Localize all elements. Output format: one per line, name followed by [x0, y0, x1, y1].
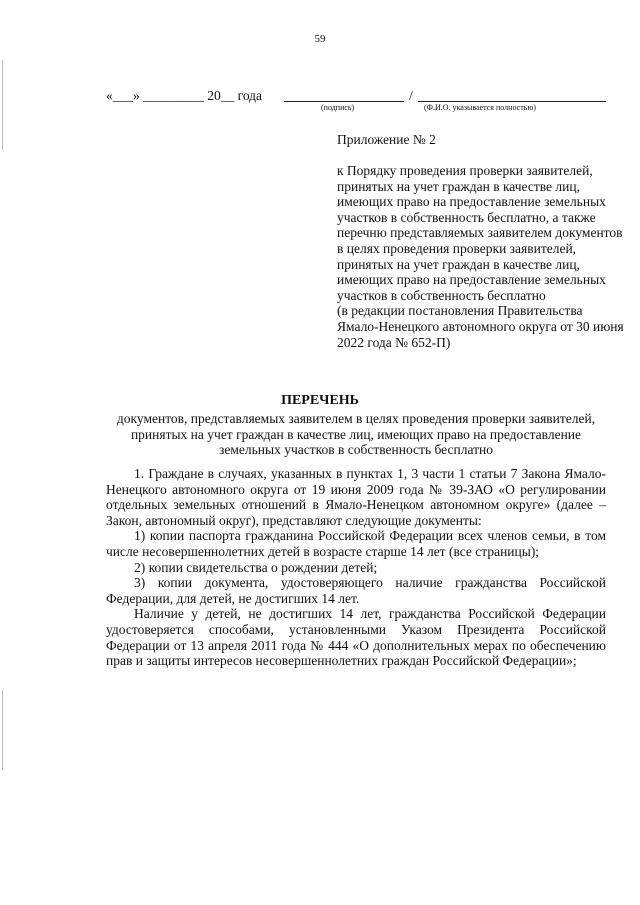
main-body	[106, 466, 606, 669]
signature-slash: /	[409, 88, 413, 103]
signature-caption: (подпись)	[321, 103, 355, 112]
paragraph-4: 3) копии документа, удостоверяющего наличие гражданства Российской Федерации, для детей, не достигших 14 лет.	[106, 575, 606, 606]
signature-line	[284, 101, 404, 102]
paragraph-2: 1) копии паспорта гражданина Российской Федерации всех членов семьи, в том числе несовершеннолетних детей в возрасте старше 14 лет (все страницы);	[106, 528, 606, 559]
paragraph-3: 2) копии свидетельства о рождении детей;	[134, 559, 378, 575]
signature-block	[106, 88, 606, 118]
date-line: «___» _________ 20__ года	[106, 88, 263, 103]
scan-margin-mark	[2, 690, 3, 770]
fio-line	[418, 101, 606, 102]
annex-block	[337, 163, 627, 350]
annex-edition: (в редакции постановления Правительства Ямало-Ненецкого автономного округа от 30 июня 2022 года № 652-П)	[337, 303, 624, 350]
annex-title: Приложение № 2	[337, 132, 436, 147]
annex-body: к Порядку проведения проверки заявителей, принятых на учет граждан в качестве лиц, имеющих право на предоставление земельных участков в собственность бесплатно, а также перечню представляемых заявителем документов в целях проведения проверки заявителей, принятых на учет граждан в качестве лиц, имеющих право на предоставление земельных участков в собственность бесплатно	[337, 163, 623, 303]
paragraph-1: 1. Граждане в случаях, указанных в пунктах 1, 3 части 1 статьи 7 Закона Ямало-Ненецкого автономного округа от 19 июня 2009 года № 39-ЗАО «О регулировании отдельных земельных отношений в Ямало-Ненецком автономном округе» (далее – Закон, автономный округ), представляют следующие документы:	[106, 466, 606, 528]
list-subtitle: документов, представляемых заявителем в целях проведения проверки заявителей, принятых на учет граждан в качестве лиц, имеющих право на предоставление земельных участков в собственность бесплатно	[116, 411, 596, 458]
list-title: ПЕРЕЧЕНЬ	[281, 393, 359, 408]
paragraph-5: Наличие у детей, не достигших 14 лет, гражданства Российской Федерации удостоверяется способами, установленными Указом Президента Российской Федерации от 13 апреля 2011 года № 444 «О дополнительных мерах по обеспечению прав и защиты интересов несовершеннолетних граждан Российской Федерации»;	[106, 606, 606, 669]
page-number: 59	[314, 33, 326, 45]
scan-margin-mark	[2, 60, 3, 150]
fio-caption: (Ф.И.О. указывается полностью)	[424, 103, 536, 112]
